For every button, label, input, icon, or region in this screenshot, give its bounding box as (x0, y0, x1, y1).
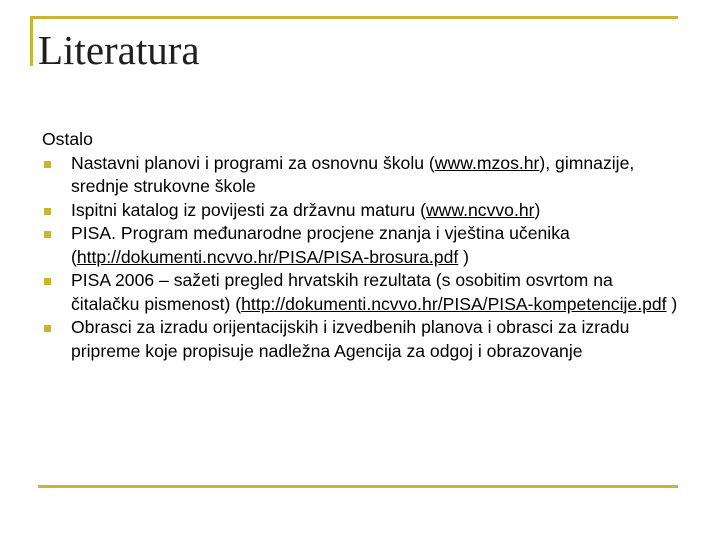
item-text-after: ), gimnazije, srednje strukovne škole (71, 152, 635, 196)
item-text: Ispitni katalog iz povijesti za državnu maturu ( (71, 199, 426, 220)
square-bullet-icon (44, 231, 51, 238)
link-pisa-brosura[interactable]: http://dokumenti.ncvvo.hr/PISA/PISA-brosura.pdf (76, 246, 459, 267)
item-text-after: ) (534, 199, 541, 220)
list-item-pisa-program (42, 222, 682, 269)
square-bullet-icon (44, 161, 51, 168)
slide-content (42, 128, 682, 363)
link-pisa-kompetencije[interactable]: http://dokumenti.ncvvo.hr/PISA/PISA-kompetencije.pdf (241, 293, 667, 314)
item-text-after: ) (666, 293, 678, 314)
list-item-pisa-2006 (42, 269, 682, 316)
link-mzos[interactable]: www.mzos.hr (434, 152, 540, 173)
link-ncvvo[interactable]: www.ncvvo.hr (425, 199, 535, 220)
square-bullet-icon (44, 278, 51, 285)
item-text-after: ) (458, 246, 469, 267)
bullet-list (42, 152, 682, 364)
title-rule-left (30, 16, 33, 66)
section-heading: Ostalo (42, 129, 93, 149)
item-text: PISA 2006 – sažeti pregled hrvatskih rezultata (s osobitim osvrtom na čitalačku pismenost) ( (71, 270, 613, 314)
list-item-curricula (42, 152, 682, 199)
list-item-forms (42, 316, 682, 363)
square-bullet-icon (44, 325, 51, 332)
footer-rule (38, 485, 678, 488)
title-rule-top (30, 16, 678, 19)
item-text: Nastavni planovi i programi za osnovnu školu ( (71, 152, 435, 173)
item-text: PISA. Program međunarodne procjene znanja i vještina učenika ( (71, 223, 570, 267)
square-bullet-icon (44, 208, 51, 215)
item-text: Obrasci za izradu orijentacijskih i izvedbenih planova i obrasci za izradu pripreme koje propisuje nadležna Agencija za odgoj i obrazovanje (71, 317, 630, 361)
slide-title: Literatura (38, 27, 200, 73)
list-item-exam-catalog (42, 199, 682, 223)
